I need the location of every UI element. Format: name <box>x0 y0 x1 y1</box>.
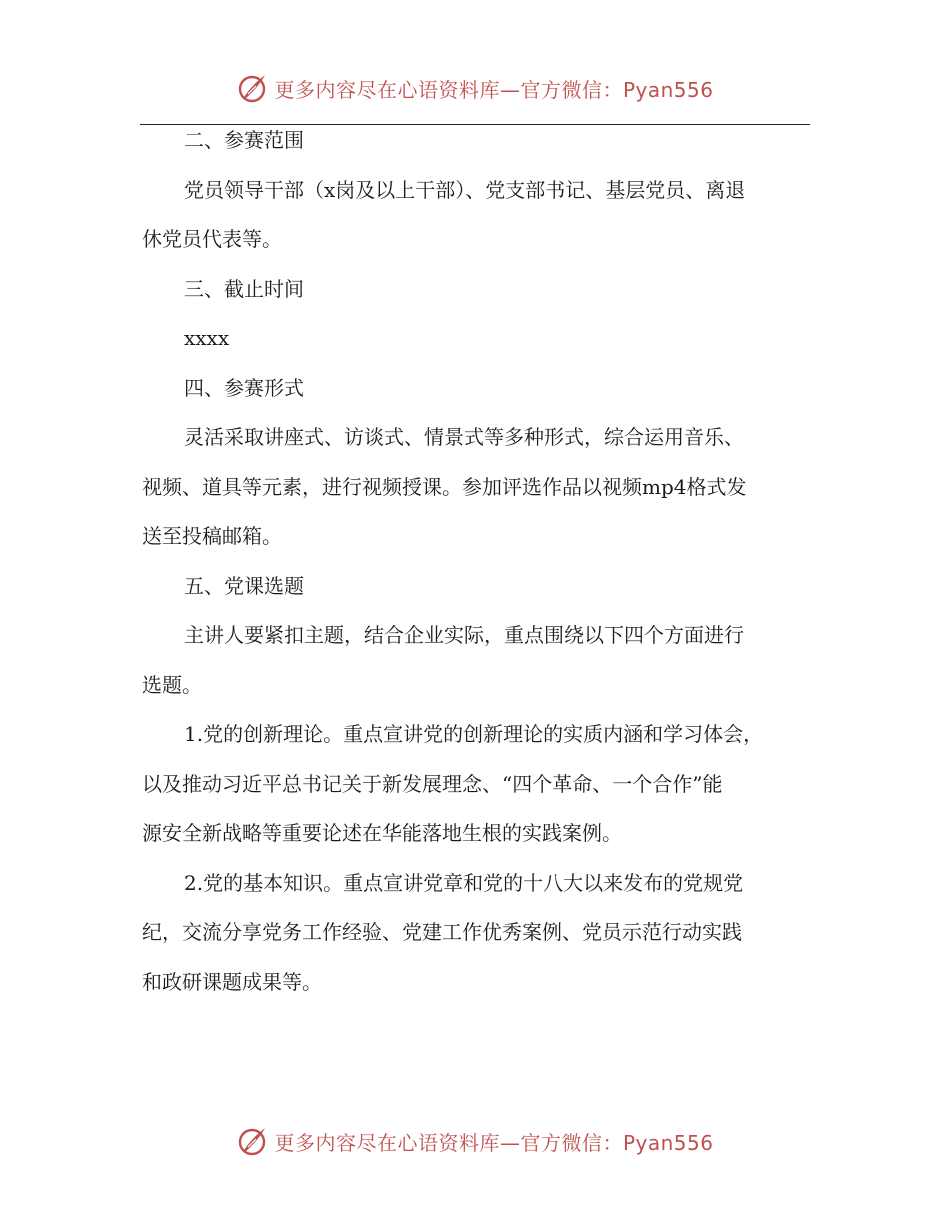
footer-banner-text: 更多内容尽在心语资料库—官方微信：Pyan556 <box>274 1130 714 1155</box>
list-item-line: 2.党的基本知识。重点宣讲党章和党的十八大以来发布的党规党 <box>184 870 744 895</box>
list-item-line: 纪，交流分享党务工作经验、党建工作优秀案例、党员示范行动实践 <box>142 920 742 944</box>
paragraph-line: 主讲人要紧扣主题，结合企业实际，重点围绕以下四个方面进行 <box>184 623 744 647</box>
paragraph-line: 视频、道具等元素，进行视频授课。参加评选作品以视频mp4格式发 <box>142 474 747 499</box>
section-heading-topics: 五、党课选题 <box>184 573 304 598</box>
paragraph-line: 选题。 <box>142 672 202 697</box>
paragraph-line: 党员领导干部（x岗及以上干部）、党支部书记、基层党员、离退 <box>184 177 746 202</box>
paragraph-line: 休党员代表等。 <box>142 227 282 251</box>
list-item-line: 和政研课题成果等。 <box>142 969 322 994</box>
section-heading-format: 四、参赛形式 <box>184 375 304 400</box>
list-item-line: 源安全新战略等重要论述在华能落地生根的实践案例。 <box>142 821 622 845</box>
section-heading-deadline: 三、截止时间 <box>184 276 304 301</box>
deadline-value: xxxx <box>184 326 230 350</box>
feather-quill-logo-icon <box>236 72 268 104</box>
footer-banner <box>0 1121 950 1161</box>
header-banner-text: 更多内容尽在心语资料库—官方微信：Pyan556 <box>274 77 714 102</box>
feather-quill-logo-icon <box>236 1125 268 1157</box>
paragraph-line: 送至投稿邮箱。 <box>142 524 282 548</box>
document-body <box>142 116 812 1007</box>
section-heading-scope: 二、参赛范围 <box>184 128 304 152</box>
list-item-line: 1.党的创新理论。重点宣讲党的创新理论的实质内涵和学习体会， <box>184 722 764 746</box>
list-item-line: 以及推动习近平总书记关于新发展理念、“四个革命、一个合作”能 <box>142 771 723 796</box>
header-banner <box>0 68 950 108</box>
paragraph-line: 灵活采取讲座式、访谈式、情景式等多种形式，综合运用音乐、 <box>184 425 744 449</box>
